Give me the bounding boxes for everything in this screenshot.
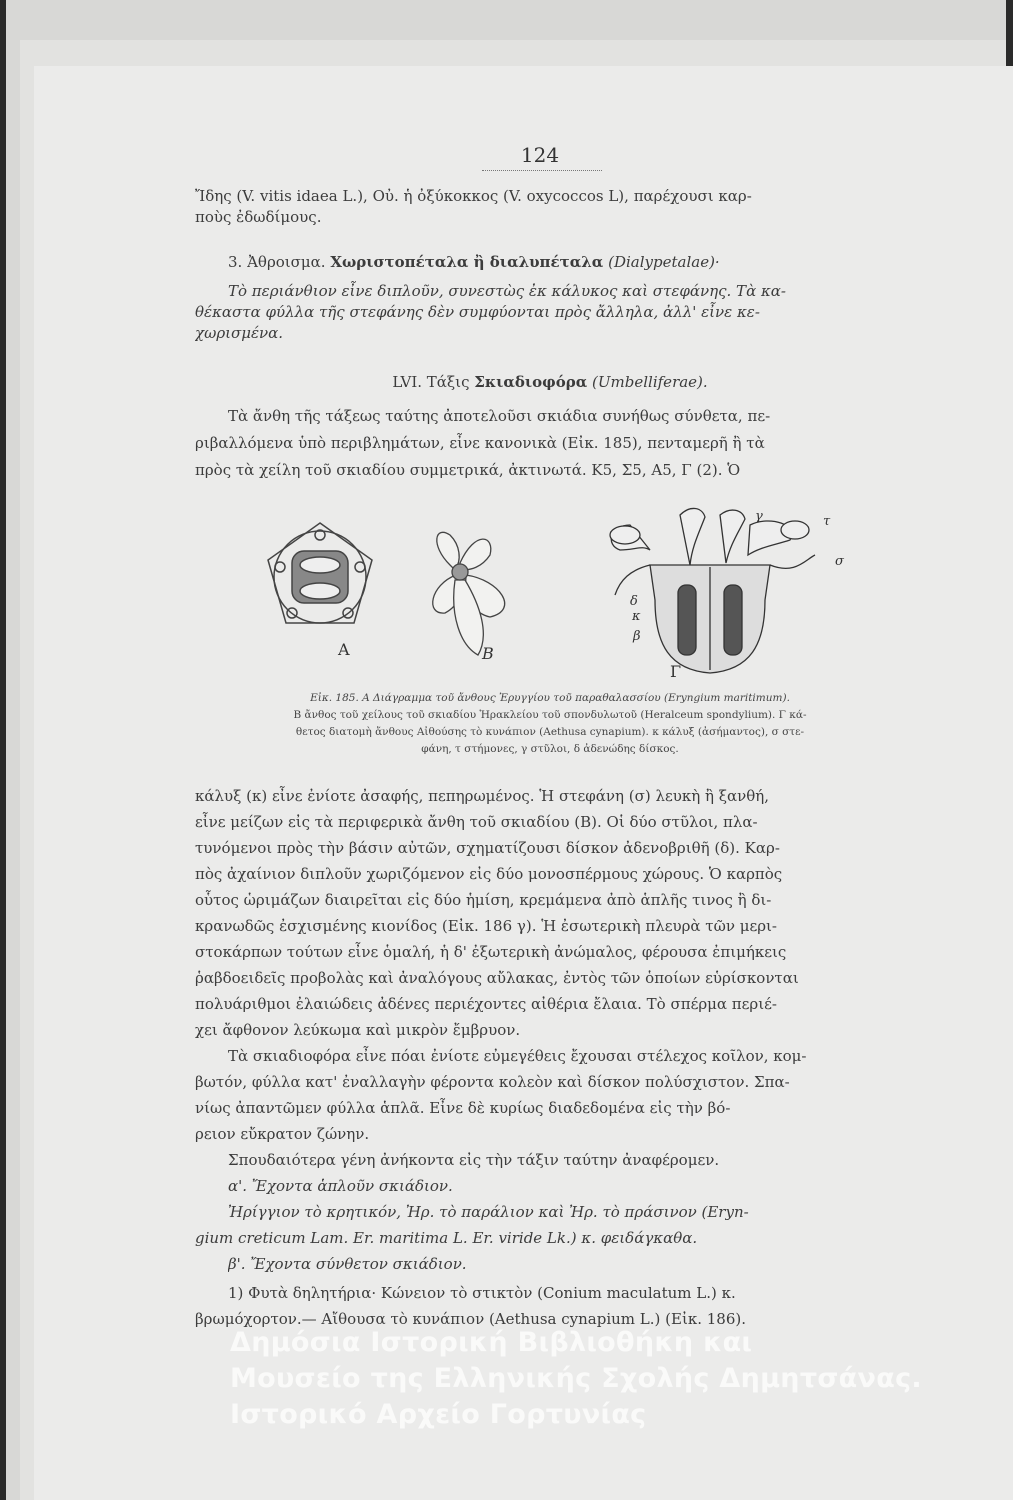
text-line: νίως ἀπαντῶμεν φύλλα ἁπλᾶ. Εἶνε δὲ κυρίως διαδεδομένα εἰς τὴν βό- xyxy=(195,1099,731,1117)
figure-b-flower xyxy=(433,532,505,655)
order-title: Σκιαδιοφόρα xyxy=(474,373,588,391)
page-number-rule xyxy=(482,170,602,172)
figure-label-sigma: σ xyxy=(835,554,844,569)
subsection-heading: β'. Ἔχοντα σύνθετον σκιάδιον. xyxy=(228,1255,467,1273)
text-line: gium creticum Lam. Er. maritima L. Er. viride Lk.) κ. φειδάγκαθα. xyxy=(195,1229,698,1247)
subsection-heading: α'. Ἔχοντα ἁπλοῦν σκιάδιον. xyxy=(228,1177,453,1195)
watermark-line: Μουσείο της Ελληνικής Σχολής Δημητσάνας. xyxy=(230,1363,922,1394)
text-line: Ἠρίγγιον τὸ κρητικόν, Ἠρ. τὸ παράλιον καὶ Ἠρ. τὸ πράσινον (Eryn- xyxy=(228,1203,749,1221)
text-line: πολυάριθμοι ἐλαιώδεις ἀδένες περιέχοντες αἰθέρια ἔλαια. Τὸ σπέρμα περιέ- xyxy=(195,995,777,1013)
figure-a-diagram xyxy=(268,523,372,623)
text-line: Σπουδαιότερα γένη ἀνήκοντα εἰς τὴν τάξιν ταύτην ἀναφέρομεν. xyxy=(228,1151,720,1169)
text-line: ποὺς ἐδωδίμους. xyxy=(195,208,322,226)
text-line: πρὸς τὰ χείλη τοῦ σκιαδίου συμμετρικά, ἀκτινωτά. Κ5, Σ5, Α5, Γ (2). Ὁ xyxy=(195,461,741,479)
figure-label-a: A xyxy=(338,640,350,659)
text-line: Τὸ περιάνθιον εἶνε διπλοῦν, συνεστὼς ἐκ κάλυκος καὶ στεφάνης. Τὰ κα- xyxy=(228,282,786,300)
figure-caption-line: θετος διατομὴ ἄνθους Αἰθούσης τὸ κυνάπιον (Aethusa cynapium). κ κάλυξ (ἀσήμαντος), σ στε- xyxy=(295,726,805,738)
text-line: κάλυξ (κ) εἶνε ἐνίοτε ἀσαφής, πεπηρωμένος. Ἡ στεφάνη (σ) λευκὴ ἢ ξανθή, xyxy=(195,787,770,805)
text-line: ῥαβδοειδεῖς προβολὰς καὶ ἀναλόγους αὔλακας, ἐντὸς τῶν ὁποίων εὑρίσκονται xyxy=(195,969,799,987)
text-line: θέκαστα φύλλα τῆς στεφάνης δὲν συμφύονται πρὸς ἄλληλα, ἀλλ' εἶνε κε- xyxy=(195,303,760,321)
text-line: βωτόν, φύλλα κατ' ἐναλλαγὴν φέροντα κολεὸν καὶ δίσκον πολύσχιστον. Σπα- xyxy=(195,1073,790,1091)
text-line: 1) Φυτὰ δηλητήρια· Κώνειον τὸ στικτὸν (Conium maculatum L.) κ. xyxy=(228,1284,736,1302)
text-line: χωρισμένα. xyxy=(195,324,284,342)
text-line: χει ἄφθονον λεύκωμα καὶ μικρὸν ἔμβρυον. xyxy=(195,1021,521,1039)
order-heading xyxy=(195,372,905,392)
order-latin: (Umbelliferae). xyxy=(592,373,708,391)
text-line: ρειον εὔκρατον ζώνην. xyxy=(195,1125,370,1143)
section-heading xyxy=(228,252,905,272)
figure-label-beta: β xyxy=(633,629,641,644)
text-line: Τὰ ἄνθη τῆς τάξεως ταύτης ἀποτελοῦσι σκιάδια συνήθως σύνθετα, πε- xyxy=(228,407,771,425)
text-line: κρανωδῶς ἐσχισμένης κιονίδος (Εἰκ. 186 γ). Ἡ ἐσωτερικὴ πλευρὰ τῶν μερι- xyxy=(195,917,778,935)
figure-label-b: B xyxy=(482,644,494,663)
text-line: εἶνε μείζων εἰς τὰ περιφερικὰ ἄνθη τοῦ σκιαδίου (Β). Οἱ δύο στῦλοι, πλα- xyxy=(195,813,758,831)
section-title: Χωριστοπέταλα ἢ διαλυπέταλα xyxy=(330,253,604,271)
text-line: πὸς ἀχαίνιον διπλοῦν χωριζόμενον εἰς δύο μονοσπέρμους χώρους. Ὁ καρπὸς xyxy=(195,865,783,883)
figure-label-g: Γ xyxy=(670,662,682,681)
figure-label-gamma-small: γ xyxy=(755,509,763,524)
figure-caption-line: Β ἄνθος τοῦ χείλους τοῦ σκιαδίου Ἡρακλείου τοῦ σπονδυλωτοῦ (Heralceum spondylium). Γ κά- xyxy=(293,709,807,721)
watermark-line: Ιστορικό Αρχείο Γορτυνίας xyxy=(230,1399,647,1430)
text-line: Τὰ σκιαδιοφόρα εἶνε πόαι ἐνίοτε εὐμεγέθεις ἔχουσαι στέλεχος κοῖλον, κομ- xyxy=(228,1047,807,1065)
figure-label-kappa: κ xyxy=(632,609,641,624)
text-line: Ἴδης (V. vitis idaea L.), Οὐ. ἡ ὀξύκοκκος (V. oxycoccos L), παρέχουσι καρ- xyxy=(195,187,752,205)
figure-label-delta: δ xyxy=(630,594,638,609)
watermark-line: Δημόσια Ιστορική Βιβλιοθήκη και xyxy=(230,1327,753,1358)
order-prefix: LVI. Τάξις xyxy=(392,373,470,391)
figure-label-tau: τ xyxy=(823,514,831,529)
text-line: ριβαλλόμενα ὑπὸ περιβλημάτων, εἶνε κανονικὰ (Εἰκ. 185), πενταμερῆ ἢ τὰ xyxy=(195,434,765,452)
text-line: οὗτος ὡριμάζων διαιρεῖται εἰς δύο ἡμίση, κρεμάμενα ἀπὸ ἁπλῆς τινος ἢ δι- xyxy=(195,891,772,909)
section-latin: (Dialypetalae)· xyxy=(608,253,720,271)
page-number: 124 xyxy=(520,143,560,167)
figure-caption-line: Εἰκ. 185. Α Διάγραμμα τοῦ ἄνθους Ἐρυγγίου τοῦ παραθαλασσίου (Eryngium maritimum). xyxy=(310,692,790,704)
section-prefix: 3. Ἀθροισμα. xyxy=(228,253,326,271)
text-line: βρωμόχορτον.— Αἴθουσα τὸ κυνάπιον (Aethusa cynapium L.) (Εἰκ. 186). xyxy=(195,1310,746,1328)
figure-caption-line: φάνη, τ στήμονες, γ στῦλοι, δ ἀδενώδης δίσκος. xyxy=(421,743,679,755)
figure-g-section xyxy=(610,508,815,673)
text-line: τυνόμενοι πρὸς τὴν βάσιν αὐτῶν, σχηματίζουσι δίσκον ἀδενοβριθῆ (δ). Καρ- xyxy=(195,839,780,857)
text-line: στοκάρπων τούτων εἶνε ὁμαλή, ἡ δ' ἐξωτερικὴ ἀνώμαλος, φέρουσα ἐπιμήκεις xyxy=(195,943,787,961)
botanical-figure xyxy=(250,505,870,685)
